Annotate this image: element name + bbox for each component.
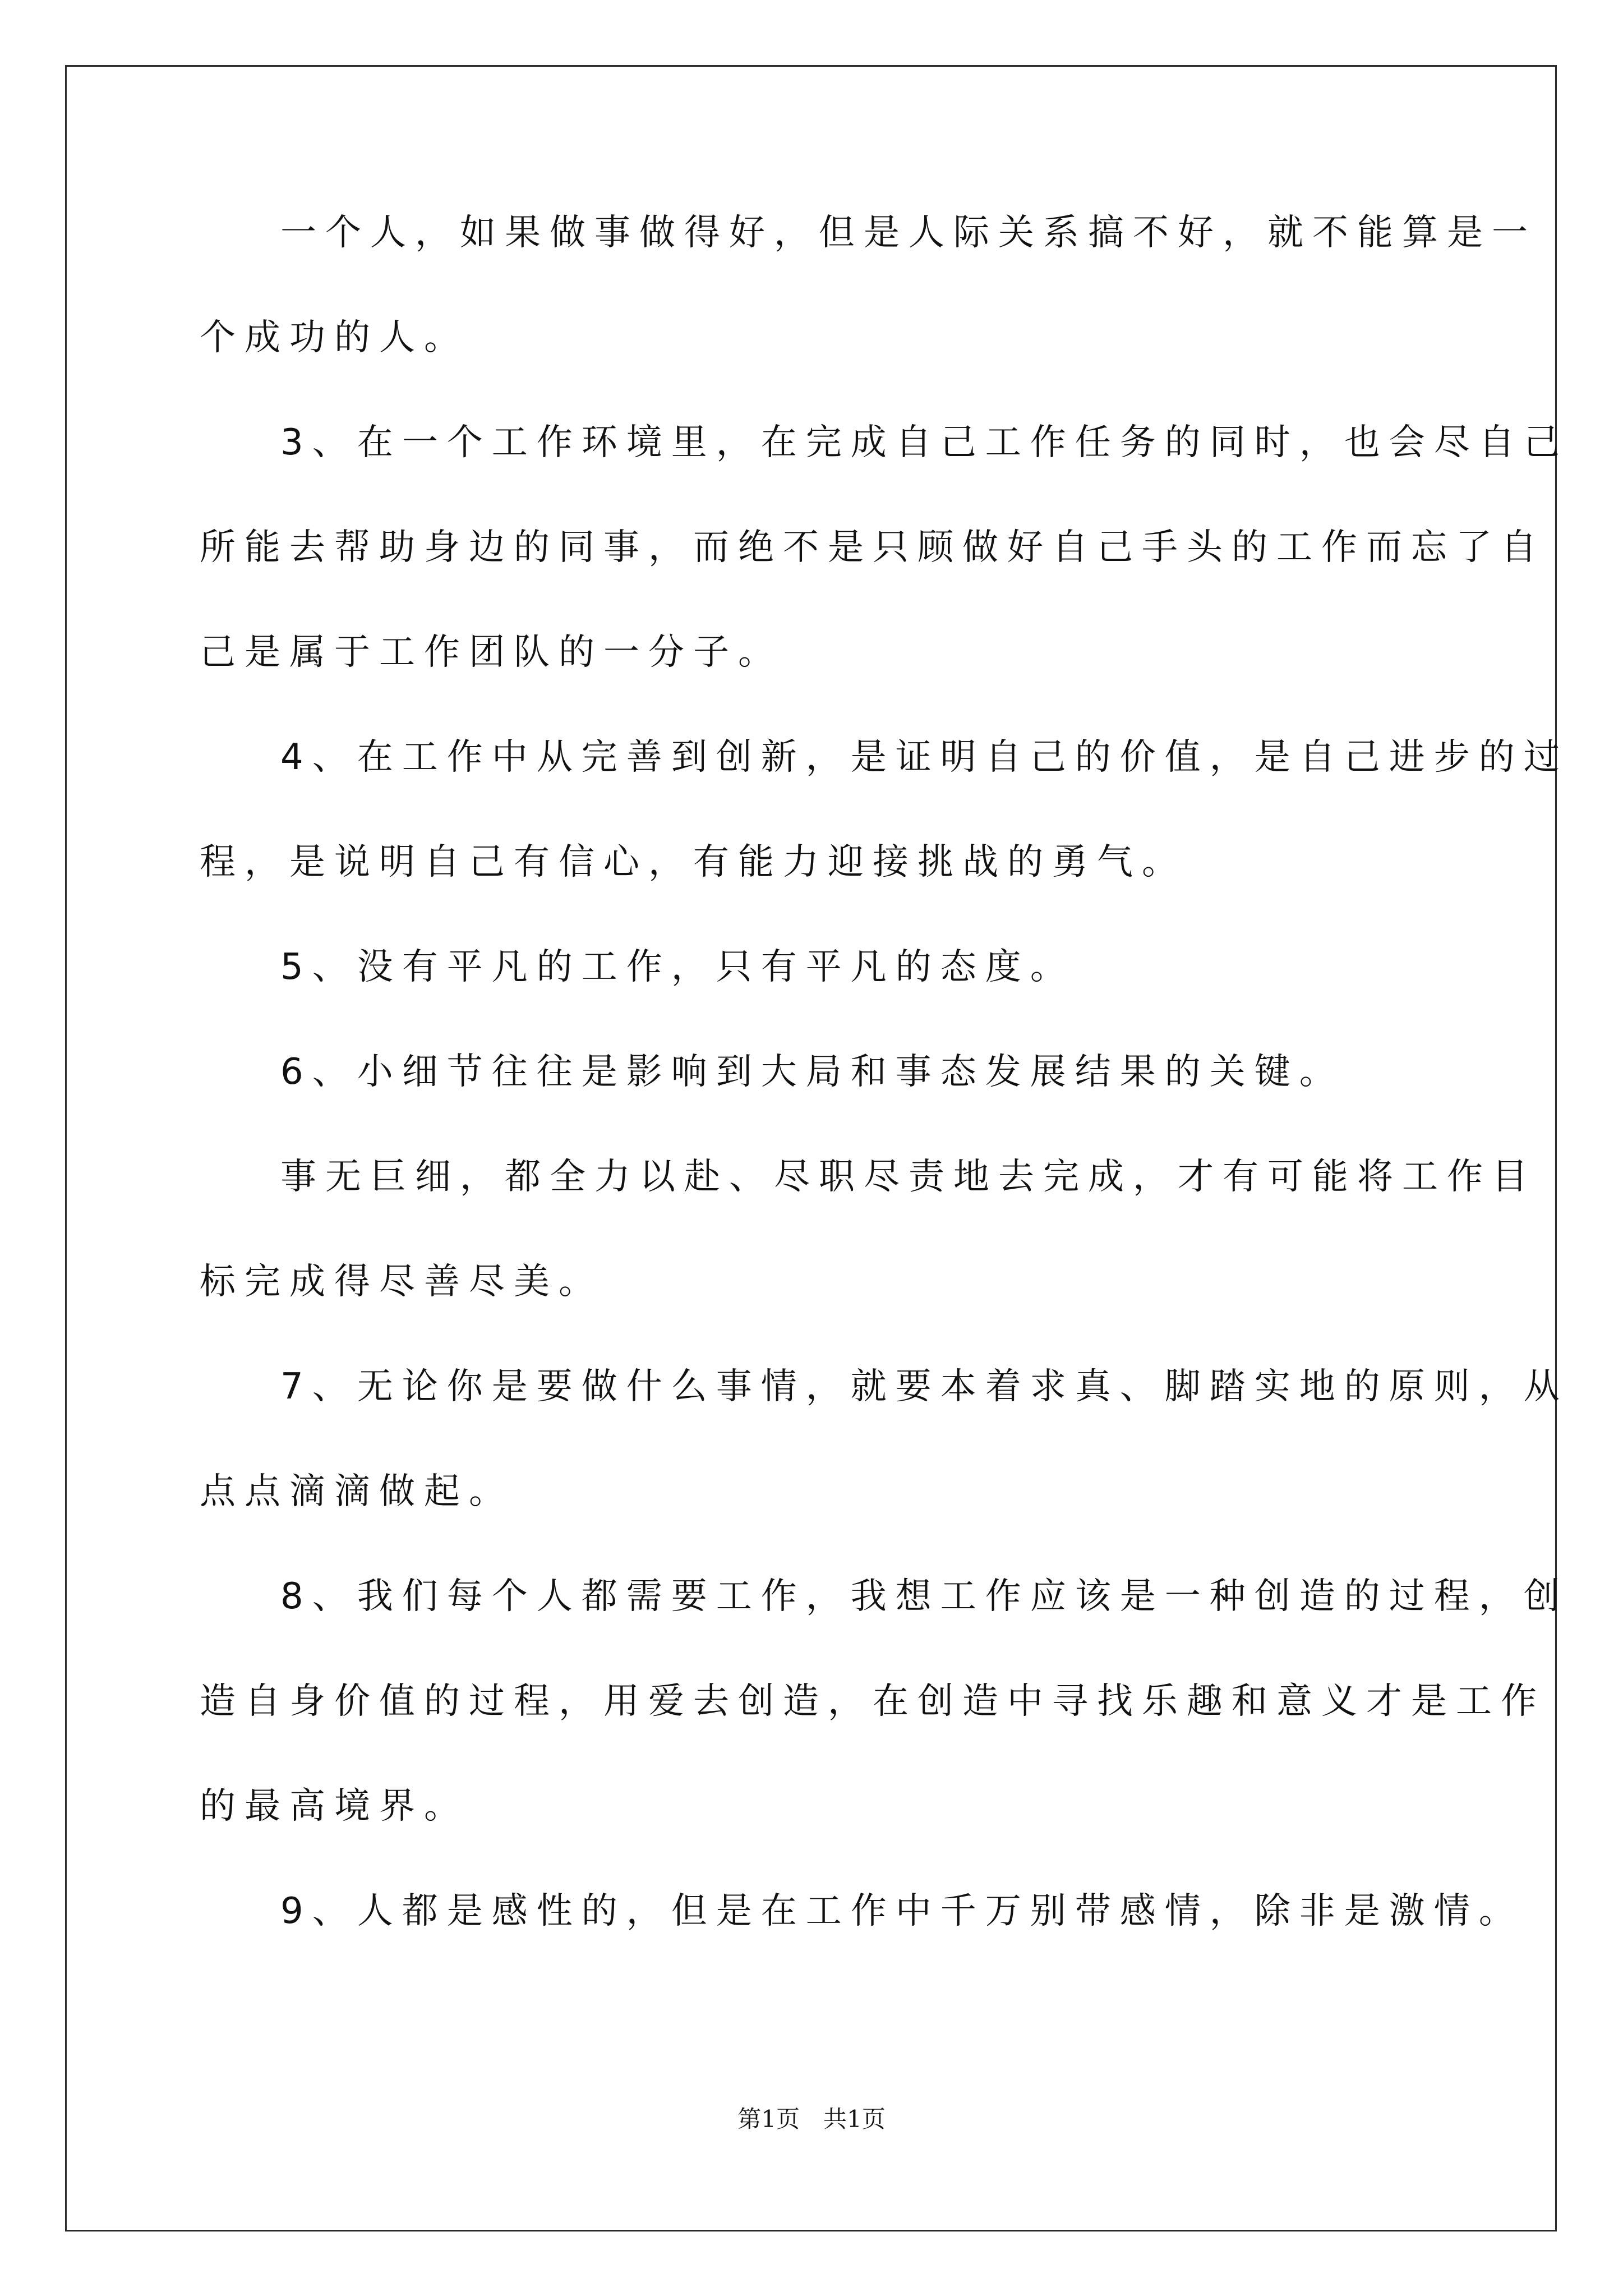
text-line: 一个人，如果做事做得好，但是人际关系搞不好，就不能算是一 [280,212,1537,254]
text-line: 的最高境界。 [200,1786,469,1827]
text-line: 程，是说明自己有信心，有能力迎接挑战的勇气。 [200,841,1187,883]
text-line: 个成功的人。 [200,317,469,358]
text-line: 6、小细节往往是影响到大局和事态发展结果的关键。 [280,1051,1344,1093]
text-line: 点点滴滴做起。 [200,1471,514,1512]
text-line: 9、人都是感性的，但是在工作中千万别带感情，除非是激情。 [280,1890,1524,1932]
text-line: 标完成得尽善尽美。 [200,1261,603,1303]
text-line: 4、在工作中从完善到创新，是证明自己的价值，是自己进步的过 [280,737,1569,778]
page-number-footer: 第1页 共1页 [737,2105,886,2133]
text-line: 5、没有平凡的工作，只有平凡的态度。 [280,946,1075,988]
text-line: 7、无论你是要做什么事情，就要本着求真、脚踏实地的原则，从 [280,1366,1569,1407]
text-line: 事无巨细，都全力以赴、尽职尽责地去完成，才有可能将工作目 [280,1156,1537,1198]
text-line: 3、在一个工作环境里，在完成自己工作任务的同时，也会尽自己 [280,422,1569,463]
text-line: 己是属于工作团队的一分子。 [200,632,783,673]
text-line: 8、我们每个人都需要工作，我想工作应该是一种创造的过程，创 [280,1576,1569,1617]
text-line: 造自身价值的过程，用爱去创造，在创造中寻找乐趣和意义才是工作 [200,1681,1546,1722]
text-line: 所能去帮助身边的同事，而绝不是只顾做好自己手头的工作而忘了自 [200,527,1546,568]
